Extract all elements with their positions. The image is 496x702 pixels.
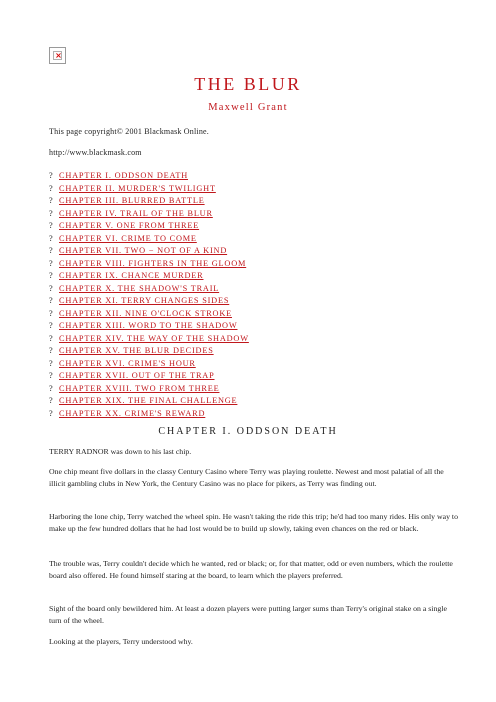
toc-bullet: ? (49, 371, 53, 380)
paragraph-5: Sight of the board only bewildered him. At least a dozen players were putting larger sums than Terry's original stake on a single turn of the wheel. (49, 604, 447, 625)
toc-bullet: ? (49, 333, 53, 343)
toc-bullet: ? (49, 183, 53, 193)
paragraph-4: The trouble was, Terry couldn't decide which he wanted, red or black; or, for that matter, odd or even numbers, which the roulette board also offered. He found himself staring at the board, to learn which the players preferred. (49, 559, 453, 580)
toc-bullet: ? (49, 346, 53, 355)
toc-bullet: ? (49, 271, 53, 280)
toc-link-chapter-3[interactable]: CHAPTER III. BLURRED BATTLE (59, 196, 205, 205)
toc-link-chapter-6[interactable]: CHAPTER VI. CRIME TO COME (59, 233, 197, 243)
toc-item (49, 308, 249, 321)
toc-bullet: ? (49, 196, 53, 205)
toc-bullet: ? (49, 246, 53, 255)
toc-bullet: ? (49, 296, 53, 305)
toc-bullet: ? (49, 208, 53, 218)
toc-item (49, 345, 249, 358)
toc-bullet: ? (49, 408, 53, 418)
toc-item (49, 208, 249, 221)
toc-link-chapter-2[interactable]: CHAPTER II. MURDER'S TWILIGHT (59, 183, 216, 193)
toc-link-chapter-11[interactable]: CHAPTER XI. TERRY CHANGES SIDES (59, 296, 230, 305)
toc-link-chapter-16[interactable]: CHAPTER XVI. CRIME'S HOUR (59, 358, 196, 368)
book-title: THE BLUR (194, 74, 302, 94)
toc-link-chapter-12[interactable]: CHAPTER XII. NINE O'CLOCK STROKE (59, 308, 232, 318)
toc-item (49, 220, 249, 233)
toc-bullet: ? (49, 221, 53, 230)
table-of-contents (49, 170, 249, 420)
toc-link-chapter-18[interactable]: CHAPTER XVIII. TWO FROM THREE (59, 383, 220, 393)
toc-link-chapter-9[interactable]: CHAPTER IX. CHANCE MURDER (59, 271, 204, 280)
paragraph-3: Harboring the lone chip, Terry watched the wheel spin. He wasn't taking the ride this trip; he'd had too many rides. His only way to make up the few hundred dollars that he had lost would be to build up slowly, taking even chances on the red or black. (49, 512, 458, 533)
toc-link-chapter-17[interactable]: CHAPTER XVII. OUT OF THE TRAP (59, 371, 215, 380)
toc-bullet: ? (49, 258, 53, 268)
toc-link-chapter-7[interactable]: CHAPTER VII. TWO − NOT OF A KIND (59, 246, 228, 255)
toc-bullet: ? (49, 321, 53, 330)
toc-item (49, 333, 249, 346)
toc-item (49, 270, 249, 283)
toc-item (49, 283, 249, 296)
toc-item (49, 370, 249, 383)
toc-item (49, 170, 249, 183)
toc-link-chapter-20[interactable]: CHAPTER XX. CRIME'S REWARD (59, 408, 206, 418)
toc-link-chapter-13[interactable]: CHAPTER XIII. WORD TO THE SHADOW (59, 321, 238, 330)
toc-item (49, 358, 249, 371)
toc-item (49, 383, 249, 396)
toc-bullet: ? (49, 383, 53, 393)
toc-item (49, 408, 249, 421)
toc-link-chapter-14[interactable]: CHAPTER XIV. THE WAY OF THE SHADOW (59, 333, 249, 343)
paragraph-1: TERRY RADNOR was down to his last chip. (49, 447, 192, 456)
broken-image-icon: × (49, 47, 66, 64)
book-author: Maxwell Grant (208, 102, 288, 113)
toc-bullet: ? (49, 308, 53, 318)
toc-link-chapter-5[interactable]: CHAPTER V. ONE FROM THREE (59, 221, 200, 230)
source-url: http://www.blackmask.com (49, 148, 142, 157)
toc-link-chapter-4[interactable]: CHAPTER IV. TRAIL OF THE BLUR (59, 208, 213, 218)
toc-item (49, 395, 249, 408)
toc-item (49, 258, 249, 271)
toc-item (49, 195, 249, 208)
chapter-heading: CHAPTER I. ODDSON DEATH (158, 426, 338, 437)
toc-item (49, 183, 249, 196)
toc-item (49, 320, 249, 333)
toc-link-chapter-15[interactable]: CHAPTER XV. THE BLUR DECIDES (59, 346, 214, 355)
toc-item (49, 245, 249, 258)
toc-bullet: ? (49, 358, 53, 368)
toc-bullet: ? (49, 283, 53, 293)
paragraph-6: Looking at the players, Terry understood why. (49, 637, 193, 646)
toc-item (49, 233, 249, 246)
copyright-notice: This page copyright© 2001 Blackmask Online. (49, 127, 209, 136)
toc-bullet: ? (49, 233, 53, 243)
paragraph-2: One chip meant five dollars in the classy Century Casino where Terry was playing roulette. Newest and most palatial of all the illicit gambling clubs in New York, the Century Casino was no place for pikers, as Terry was finding out. (49, 467, 444, 488)
toc-bullet: ? (49, 396, 53, 405)
toc-bullet: ? (49, 171, 53, 180)
toc-item (49, 295, 249, 308)
toc-link-chapter-8[interactable]: CHAPTER VIII. FIGHTERS IN THE GLOOM (59, 258, 247, 268)
toc-link-chapter-10[interactable]: CHAPTER X. THE SHADOW'S TRAIL (59, 283, 220, 293)
toc-link-chapter-19[interactable]: CHAPTER XIX. THE FINAL CHALLENGE (59, 396, 238, 405)
toc-link-chapter-1[interactable]: CHAPTER I. ODDSON DEATH (59, 171, 189, 180)
